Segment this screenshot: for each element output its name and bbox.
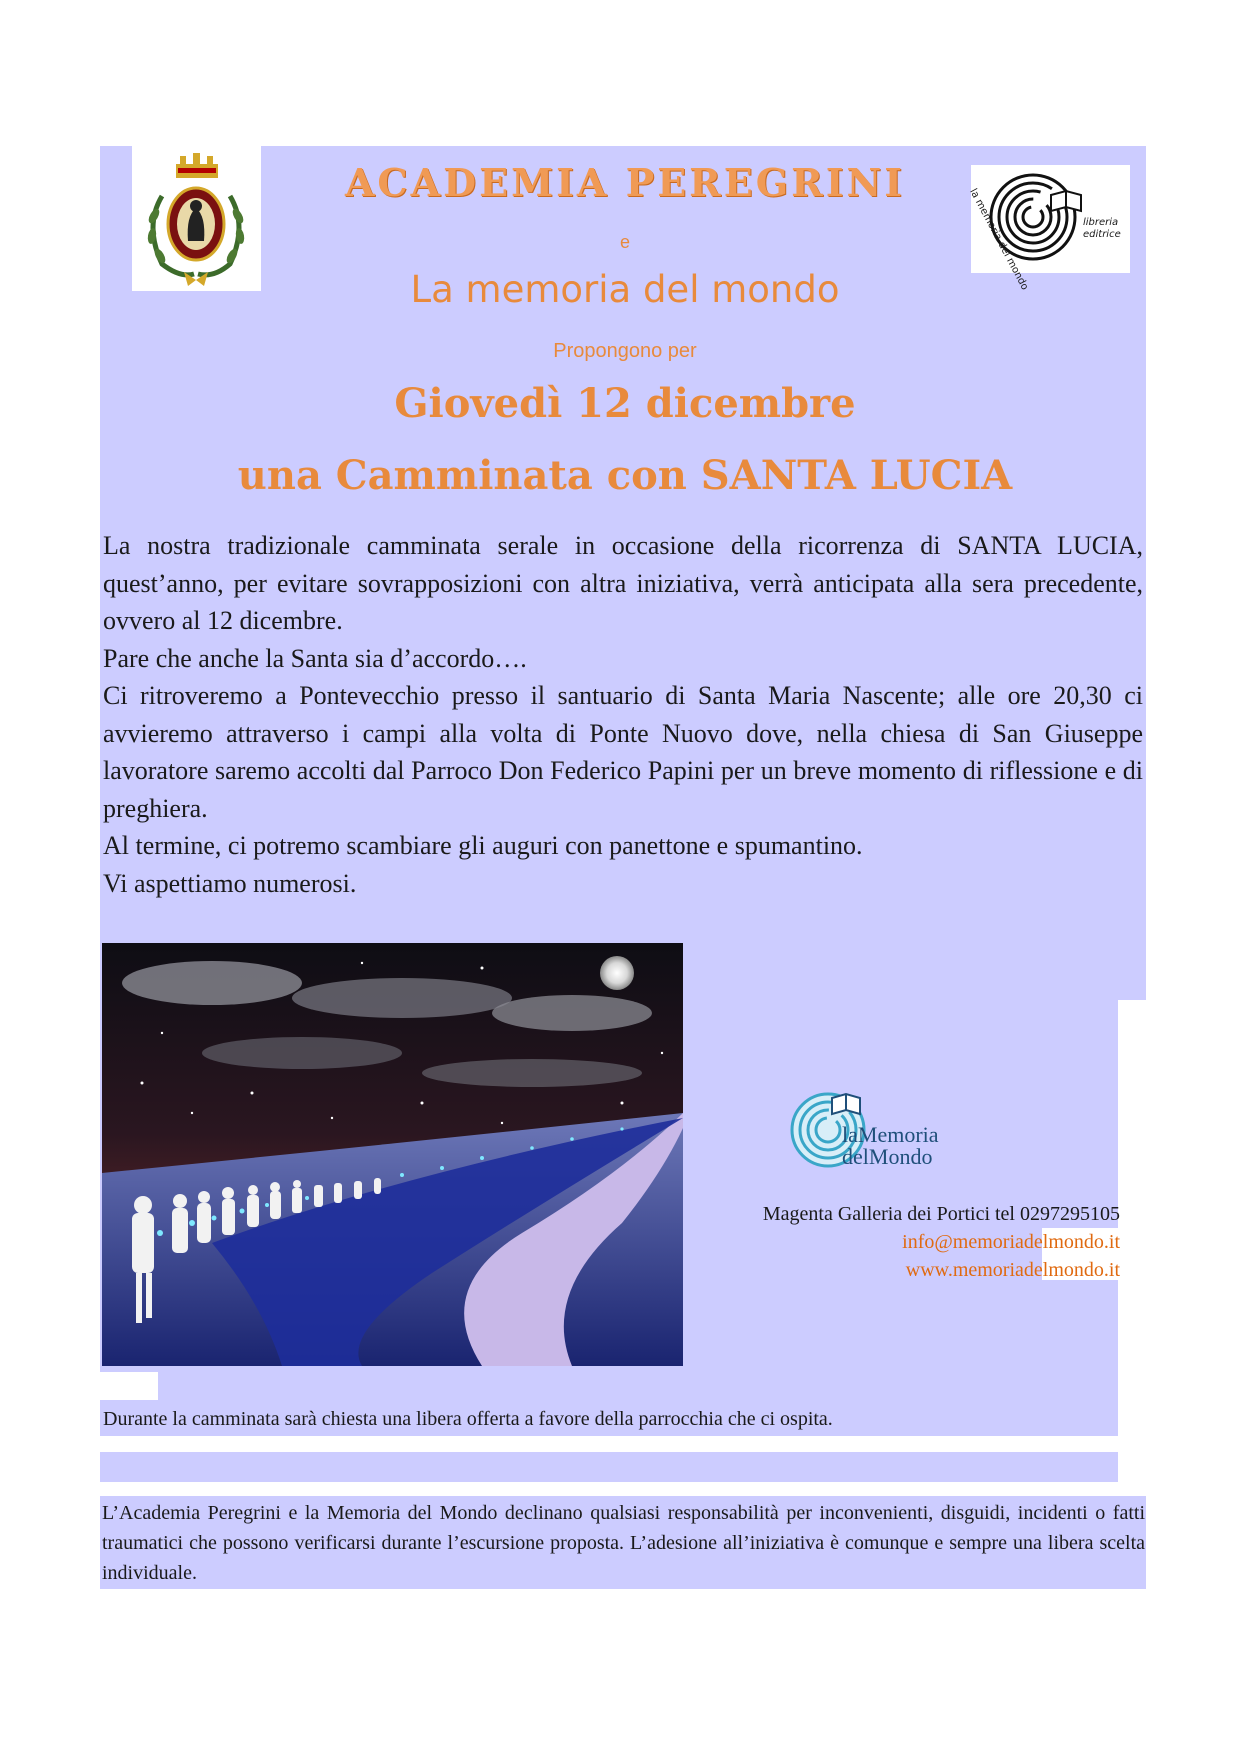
municipal-crest-logo <box>132 146 261 291</box>
contact-email-link[interactable]: info@memoriadelmondo.it <box>902 1231 1120 1253</box>
labyrinth-logo-text: la memoria del mondo <box>967 187 1031 293</box>
spacer-band <box>100 1452 1118 1482</box>
event-date: Giovedì 12 dicembre <box>394 380 856 427</box>
offer-note: Durante la camminata sarà chiesta una libera offerta a favore della parrocchia che ci ospita. <box>103 1408 833 1430</box>
paragraph-greetings: Al termine, ci potremo scambiare gli auguri con panettone e spumantino. <box>103 831 863 860</box>
memoria-del-mondo-logo <box>790 1090 990 1170</box>
brand-logo-del: del <box>842 1144 869 1169</box>
propongono-per: Propongono per <box>553 340 697 362</box>
event-title: una Camminata con SANTA LUCIA <box>237 452 1013 499</box>
paragraph-itinerary: Ci ritroveremo a Pontevecchio presso il santuario di Santa Maria Nascente; alle ore 20,30 ci avvieremo attraverso i campi alla volta di Ponte Nuovo dove, nella chiesa di San Giuseppe lavoratore saremo accolti dal Parroco Don Federico Papini per un breve momento di riflessione e di preghiera. <box>103 681 1143 823</box>
contact-block <box>700 1200 1120 1284</box>
municipal-crest-icon <box>132 146 261 291</box>
brand-logo-memoria: Memoria <box>857 1122 939 1147</box>
event-description <box>103 527 1143 902</box>
academia-peregrini-title: ACADEMIA PEREGRINI <box>344 160 906 205</box>
contact-address: Magenta Galleria dei Portici tel 0297295105 <box>762 1203 1120 1225</box>
contact-website-link[interactable]: www.memoriadelmondo.it <box>905 1259 1120 1281</box>
memoria-del-mondo-title: La memoria del mondo <box>410 268 840 311</box>
paragraph-intro: La nostra tradizionale camminata serale in occasione della ricorrenza di SANTA LUCIA, quest’anno, per evitare sovrapposizioni con altra iniziativa, verrà anticipata alla sera precedente, ovvero al 12 dicembre. <box>103 531 1143 635</box>
disclaimer-text: L’Academia Peregrini e la Memoria del Mondo declinano qualsiasi responsabilità per inconvenienti, disguidi, incidenti o fatti traumatici che possono verificarsi durante l’escursione proposta. L’adesione all’iniziativa è comunque e sempre una libera scelta individuale. <box>102 1502 1145 1584</box>
paragraph-santa: Pare che anche la Santa sia d’accordo…. <box>103 643 527 673</box>
paragraph-closing: Vi aspettiamo numerosi. <box>103 868 357 898</box>
labyrinth-logo <box>967 165 1130 293</box>
brand-logo-la: la <box>842 1122 858 1147</box>
brand-logo-mondo: Mondo <box>868 1144 933 1169</box>
conjunction-e: e <box>619 232 630 252</box>
labyrinth-logo-subtext: libreria editrice <box>1083 217 1121 240</box>
offer-band-top <box>158 1370 1118 1400</box>
night-walk-photo <box>102 943 683 1366</box>
